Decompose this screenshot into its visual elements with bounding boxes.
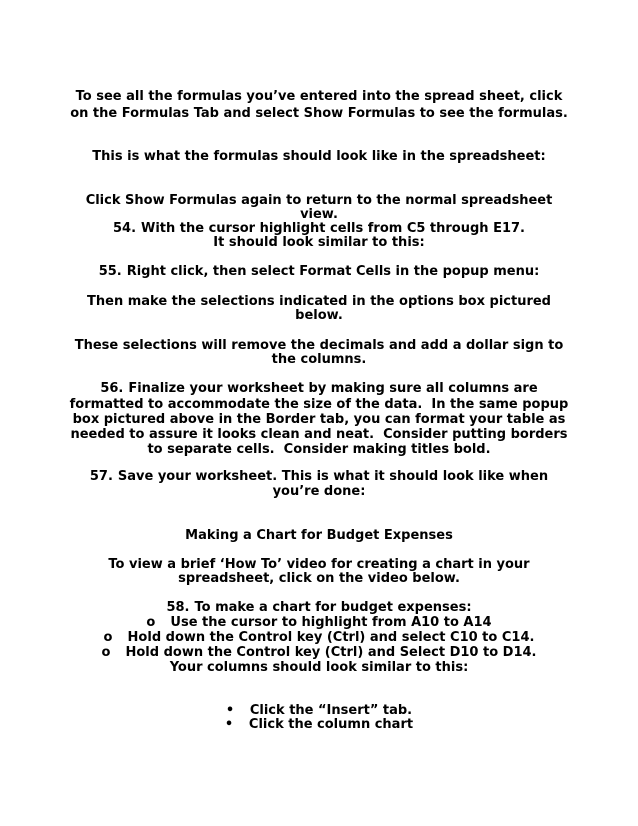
bullet-text-1: Click the “Insert” tab.	[249, 703, 413, 718]
formulas-para-text-1: To see all the formulas you’ve entered into the spread sheet, click	[75, 89, 563, 104]
step-55-text: Right click, then select Format Cells in the popup menu:	[126, 264, 540, 279]
step-56-text-2: formatted to accommodate the size of the data. In the same popup	[69, 397, 569, 412]
formulas-para-line-2	[0, 106, 638, 122]
step-55-number: 55.	[98, 264, 122, 279]
selections-para-text-2: below.	[295, 308, 343, 323]
formulas-para-text-2: on the Formulas Tab and select Show Formulas to see the formulas.	[70, 106, 568, 121]
selections-para-line-2	[0, 308, 638, 324]
bullet-marker-1: •	[225, 703, 235, 718]
bullet-text-2: Click the column chart	[248, 717, 414, 732]
step-56-line-4	[0, 427, 638, 443]
step-54-text: With the cursor highlight cells from C5 through E17.	[140, 221, 525, 236]
decimals-para-text-1: These selections will remove the decimals and add a dollar sign to	[74, 338, 564, 353]
show-formulas-again-text-1: Click Show Formulas again to return to the normal spreadsheet	[85, 193, 553, 208]
sub-item-text-2: Hold down the Control key (Ctrl) and select C10 to C14.	[127, 630, 535, 645]
step-55-line	[0, 264, 638, 280]
step-58-text: To make a chart for budget expenses:	[194, 600, 472, 615]
video-para-text-2: spreadsheet, click on the video below.	[178, 571, 460, 586]
sub-item-marker-1: o	[146, 615, 156, 630]
section-title: Making a Chart for Budget Expenses	[185, 528, 453, 543]
video-para-text-1: To view a brief ‘How To’ video for creating a chart in your	[108, 557, 530, 572]
step-58-line	[0, 600, 638, 616]
step-54-number: 54.	[112, 221, 137, 236]
sub-item-marker-2: o	[103, 630, 113, 645]
step-56-line-3	[0, 412, 638, 428]
step-57-number: 57.	[89, 469, 113, 484]
step-57-line-2	[0, 484, 638, 500]
sub-item-text-1: Use the cursor to highlight from A10 to A14	[170, 615, 492, 630]
step-56-line-1	[0, 381, 638, 397]
step-57-text-1: Save your worksheet. This is what it should look like when	[117, 469, 549, 484]
step-56-line-2	[0, 397, 638, 413]
video-para-line-2	[0, 571, 638, 587]
formulas-para-line-1	[0, 89, 638, 105]
sub-item-marker-3: o	[101, 645, 111, 660]
decimals-para-line-2	[0, 352, 638, 368]
bullet-marker-2: •	[224, 717, 234, 732]
section-title-line	[0, 528, 638, 544]
step-56-number: 56.	[100, 381, 124, 396]
sub-item-text-3: Hold down the Control key (Ctrl) and Select D10 to D14.	[125, 645, 537, 660]
step-58-number: 58.	[166, 600, 190, 615]
formulas-look-text: This is what the formulas should look like in the spreadsheet:	[92, 149, 546, 164]
step-58-closing: Your columns should look similar to this:	[169, 660, 469, 675]
step-58-closing-line	[0, 660, 638, 676]
step-56-text-3: box pictured above in the Border tab, you can format your table as	[72, 412, 566, 427]
show-formulas-again-text-2: view.	[300, 207, 338, 222]
step-56-line-5	[0, 442, 638, 458]
step-57-line-1	[0, 469, 638, 485]
step-56-text-5: to separate cells. Consider making titles bold.	[147, 442, 491, 457]
step-54-line-2	[0, 235, 638, 251]
selections-para-text-1: Then make the selections indicated in the options box pictured	[87, 294, 551, 309]
step-57-text-2: you’re done:	[272, 484, 366, 499]
step-56-text-1: Finalize your worksheet by making sure all columns are	[128, 381, 538, 396]
step-58-sub-item-1	[0, 615, 638, 631]
bullet-item-2	[0, 717, 638, 733]
step-56-text-4: needed to assure it looks clean and neat. Consider putting borders	[70, 427, 568, 442]
step-58-sub-item-2	[0, 630, 638, 646]
decimals-para-text-2: the columns.	[271, 352, 367, 367]
step-54-text-2: It should look similar to this:	[213, 235, 425, 250]
formulas-look-line	[0, 149, 638, 165]
step-58-sub-item-3	[0, 645, 638, 661]
